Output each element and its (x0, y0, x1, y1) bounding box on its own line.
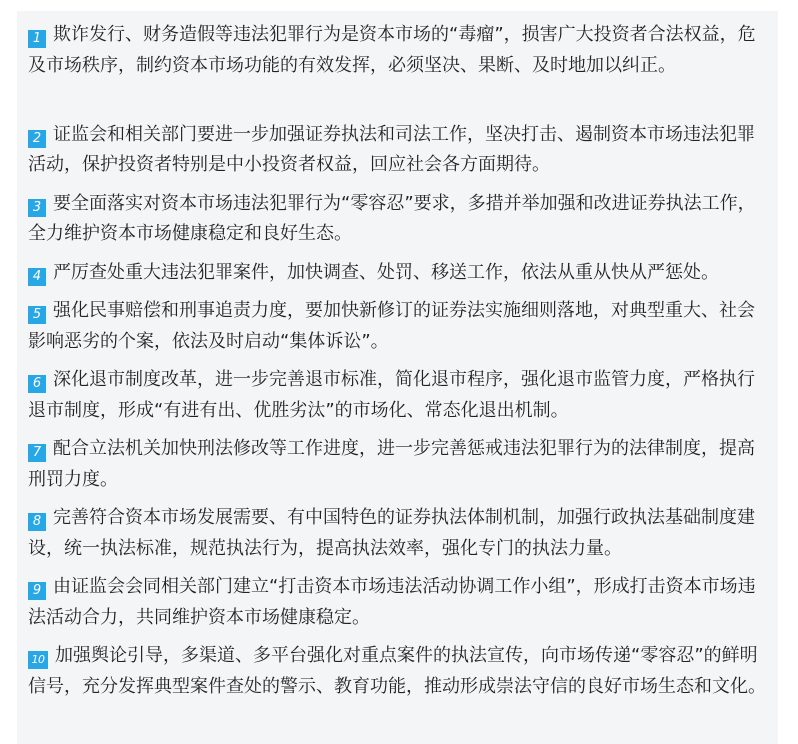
item-number-badge: 2 (28, 130, 46, 148)
item-text: 完善符合资本市场发展需要、有中国特色的证券执法体制机制，加强行政执法基础制度建设，统一执法标准，规范执法行为，提高执法效率，强化专门的执法力量。 (28, 507, 755, 559)
list-item (28, 20, 768, 112)
item-text: 强化民事赔偿和刑事追责力度，要加快新修订的证券法实施细则落地，对典型重大、社会影响恶劣的个案，依法及时启动“集体诉讼”。 (28, 300, 755, 352)
item-number-badge: 9 (28, 582, 46, 600)
item-text: 由证监会会同相关部门建立“打击资本市场违法活动协调工作小组”，形成打击资本市场违法活动合力，共同维护资本市场健康稳定。 (28, 576, 756, 628)
list-item (28, 189, 768, 250)
item-text: 配合立法机关加快刑法修改等工作进度，进一步完善惩戒违法犯罪行为的法律制度，提高刑罚力度。 (28, 438, 755, 490)
item-number-badge: 5 (28, 306, 46, 324)
item-number-badge: 7 (28, 444, 46, 462)
item-text: 加强舆论引导，多渠道、多平台强化对重点案件的执法宣传，向市场传递“零容忍”的鲜明信号，充分发挥典型案件查处的警示、教育功能，推动形成崇法守信的良好市场生态和文化。 (28, 645, 766, 697)
item-text: 要全面落实对资本市场违法犯罪行为“零容忍”要求，多措并举加强和改进证券执法工作，全力维护资本市场健康稳定和良好生态。 (28, 192, 756, 244)
list-item (28, 365, 768, 426)
list-item (28, 503, 768, 564)
item-number-badge: 6 (28, 375, 46, 393)
item-number-badge: 4 (28, 268, 46, 286)
list-item (28, 572, 768, 633)
item-number-badge: 8 (28, 513, 46, 531)
item-text: 深化退市制度改革，进一步完善退市标准，简化退市程序，强化退市监管力度，严格执行退市制度，形成“有进有出、优胜劣汰”的市场化、常态化退出机制。 (28, 369, 755, 421)
item-number-badge: 1 (28, 30, 46, 48)
item-number-badge: 3 (28, 199, 46, 217)
item-text: 证监会和相关部门要进一步加强证券执法和司法工作，坚决打击、遏制资本市场违法犯罪活动，保护投资者特别是中小投资者权益，回应社会各方面期待。 (28, 123, 755, 175)
list-item (28, 258, 768, 289)
measures-list (28, 20, 768, 733)
item-text: 欺诈发行、财务造假等违法犯罪行为是资本市场的“毒瘤”，损害广大投资者合法权益，危及市场秩序，制约资本市场功能的有效发挥，必须坚决、果断、及时地加以纠正。 (28, 24, 756, 76)
list-item (28, 641, 768, 733)
item-number-badge: 10 (28, 651, 48, 669)
list-item (28, 296, 768, 357)
list-item (28, 434, 768, 495)
item-text: 严厉查处重大违法犯罪案件，加快调查、处罚、移送工作，依法从重从快从严惩处。 (53, 261, 719, 283)
list-item (28, 120, 768, 181)
